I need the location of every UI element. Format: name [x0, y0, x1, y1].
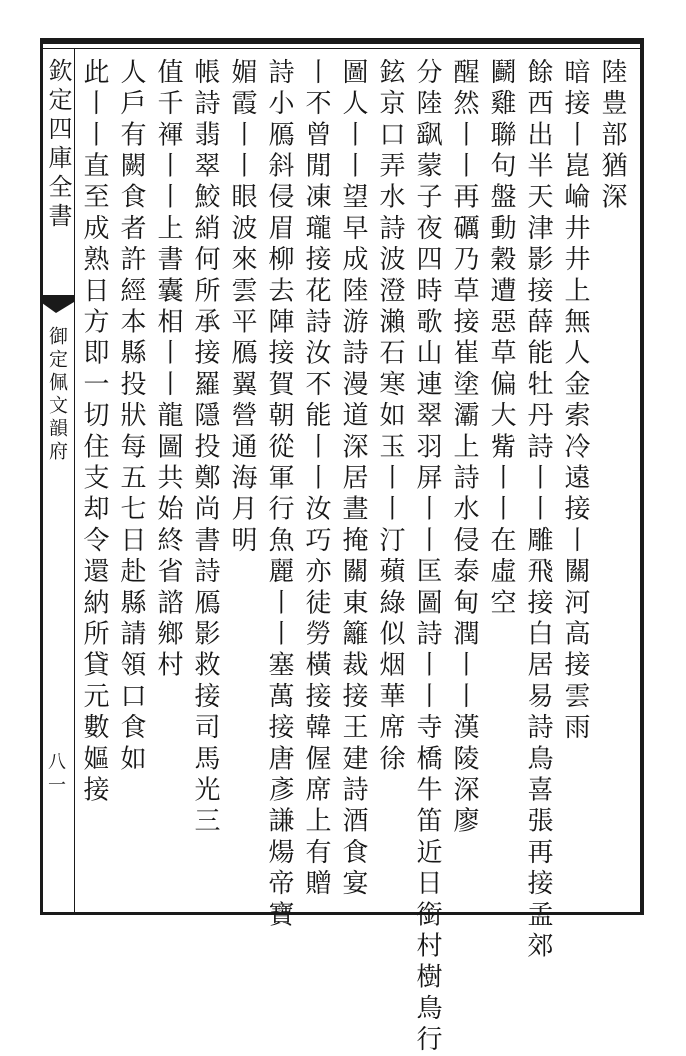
text-column: 此丨丨直至成熟日方即一切住支却令還納所貸元數嫗接: [79, 58, 109, 807]
fish-tail-ornament: [42, 293, 74, 315]
margin-column-rule: [74, 48, 75, 912]
text-column: 圖人丨丨望早成陸游詩漫道深居晝掩關東籬裁接王建詩酒食宴: [338, 58, 368, 901]
text-column: 暗接丨崑崘井井上無人金索冷遠接丨關河高接雲雨: [560, 58, 590, 745]
text-column: 帳詩翡翠鮫綃何所承接羅隱投鄭尚書詩鴈影救接司馬光三: [190, 58, 220, 838]
text-column: 丨不曾閒凍瓏接花詩汝不能丨丨汝巧亦徒勞橫接韓偓席上有贈: [301, 58, 331, 901]
text-column: 餘西出半天津影接薛能牡丹詩丨丨雕飛接白居易詩鳥喜張再接孟郊: [523, 58, 553, 963]
page-frame-right: [640, 38, 644, 915]
text-column: 鉉京口弄水詩波澄瀨石寒如玉丨丨汀蘋綠似烟華席徐: [375, 58, 405, 776]
text-column: 陸豊部猶深: [597, 58, 627, 214]
text-column: 媚霞丨丨眼波來雲平鴈翼營通海月明: [227, 58, 257, 558]
text-column: 鬬雞聯句盤動穀遭惡草偏大觜丨丨在虛空: [486, 58, 516, 620]
page-frame-top: [40, 38, 644, 44]
series-title: 欽定四庫全書: [44, 58, 72, 232]
page-frame-inner-rule: [40, 48, 644, 49]
page-frame-left: [40, 38, 43, 915]
text-column: 分陸飖蒙子夜四時歌山連翠羽屏丨丨匡圖詩丨丨寺橋牛笛近日銜村樹鳥行: [412, 58, 442, 1056]
text-column: 值千褌丨丨上書囊相丨丨龍圖共始終省諮鄉村: [153, 58, 183, 682]
text-column: 醒然丨丨再礪乃草接崔塗灞上詩水侵泰甸潤丨丨漢陵深廖: [449, 58, 479, 838]
text-column: 詩小鴈斜侵眉柳去陣接賀朝從軍行魚麗丨丨塞萬接唐彥謙煬帝寶: [264, 58, 294, 932]
page-number: 八一: [45, 752, 66, 798]
text-column: 人戶有闕食者許經本縣投狀每五七日赴縣請領口食如: [116, 58, 146, 776]
page-frame-bottom: [40, 912, 644, 915]
book-title: 御定佩文韻府: [46, 326, 68, 464]
